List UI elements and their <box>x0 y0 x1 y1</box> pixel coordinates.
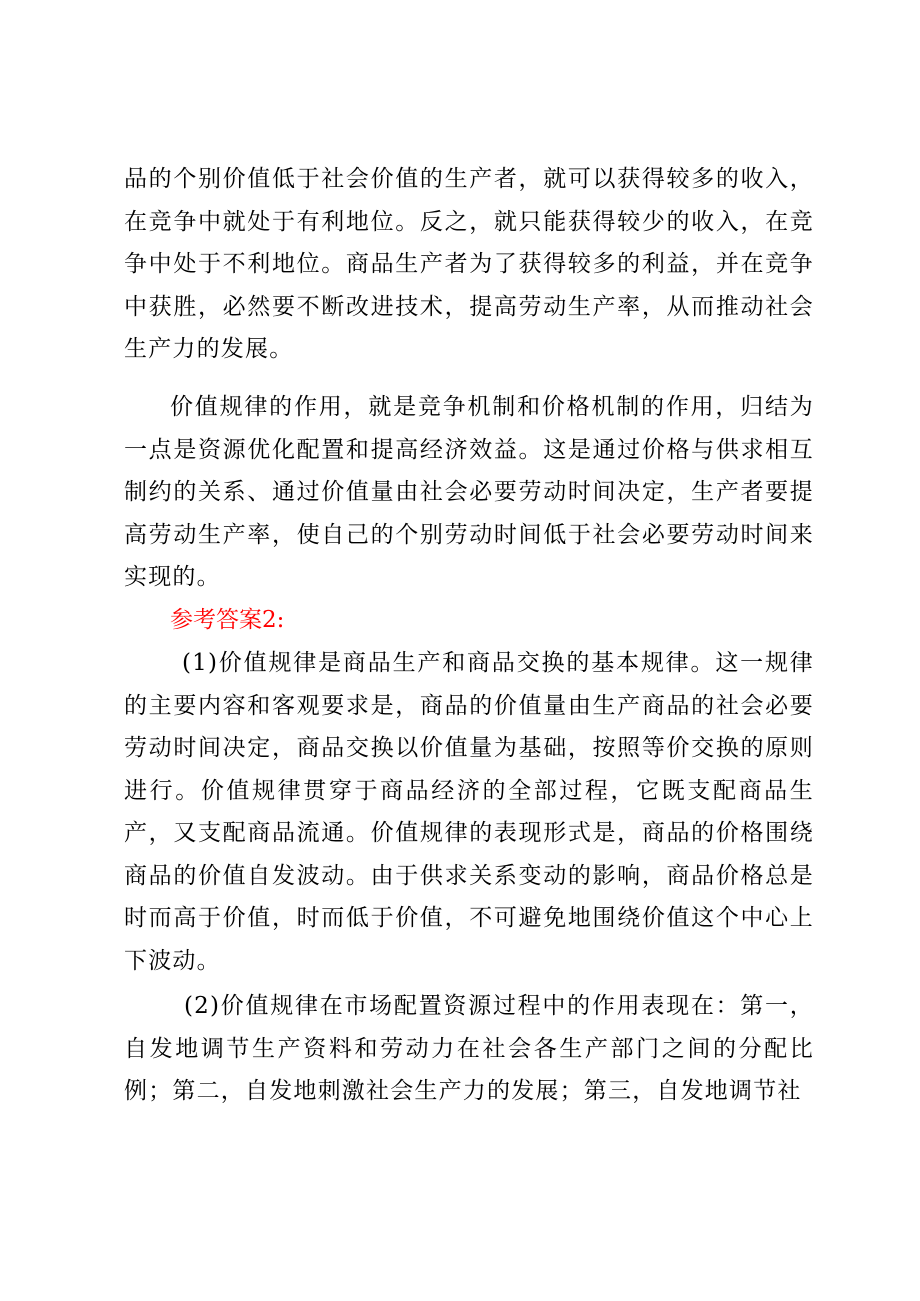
paragraph-summary: 价值规律的作用，就是竞争机制和价格机制的作用，归结为一点是资源优化配置和提高经济效益。这是通过价格与供求相互制约的关系、通过价值量由社会必要劳动时间决定，生产者要提高劳动生产率，使自己的个别劳动时间低于社会必要劳动时间来实现的。 <box>124 394 814 590</box>
paragraph-continuation: 品的个别价值低于社会价值的生产者，就可以获得较多的收入，在竞争中就处于有利地位。反之，就只能获得较少的收入，在竞争中处于不利地位。商品生产者为了获得较多的利益，并在竞争中获胜，必然要不断改进技术，提高劳动生产率，从而推动社会生产力的发展。 <box>124 166 814 362</box>
paragraph-answer-part-1: (1)价值规律是商品生产和商品交换的基本规律。这一规律的主要内容和客观要求是，商品的价值量由生产商品的社会必要劳动时间决定，商品交换以价值量为基础，按照等价交换的原则进行。价值规律贯穿于商品经济的全部过程，它既支配商品生产，又支配商品流通。价值规律的表现形式是，商品的价格围绕商品的价值自发波动。由于供求关系变动的影响，商品价格总是时而高于价值，时而低于价值，不可避免地围绕价值这个中心上下波动。 <box>124 650 814 974</box>
answer-heading: 参考答案2: <box>170 607 285 633</box>
paragraph-answer-part-2: (2)价值规律在市场配置资源过程中的作用表现在：第一，自发地调节生产资料和劳动力在社会各生产部门之间的分配比例；第二，自发地刺激社会生产力的发展；第三，自发地调节社 <box>124 993 814 1104</box>
